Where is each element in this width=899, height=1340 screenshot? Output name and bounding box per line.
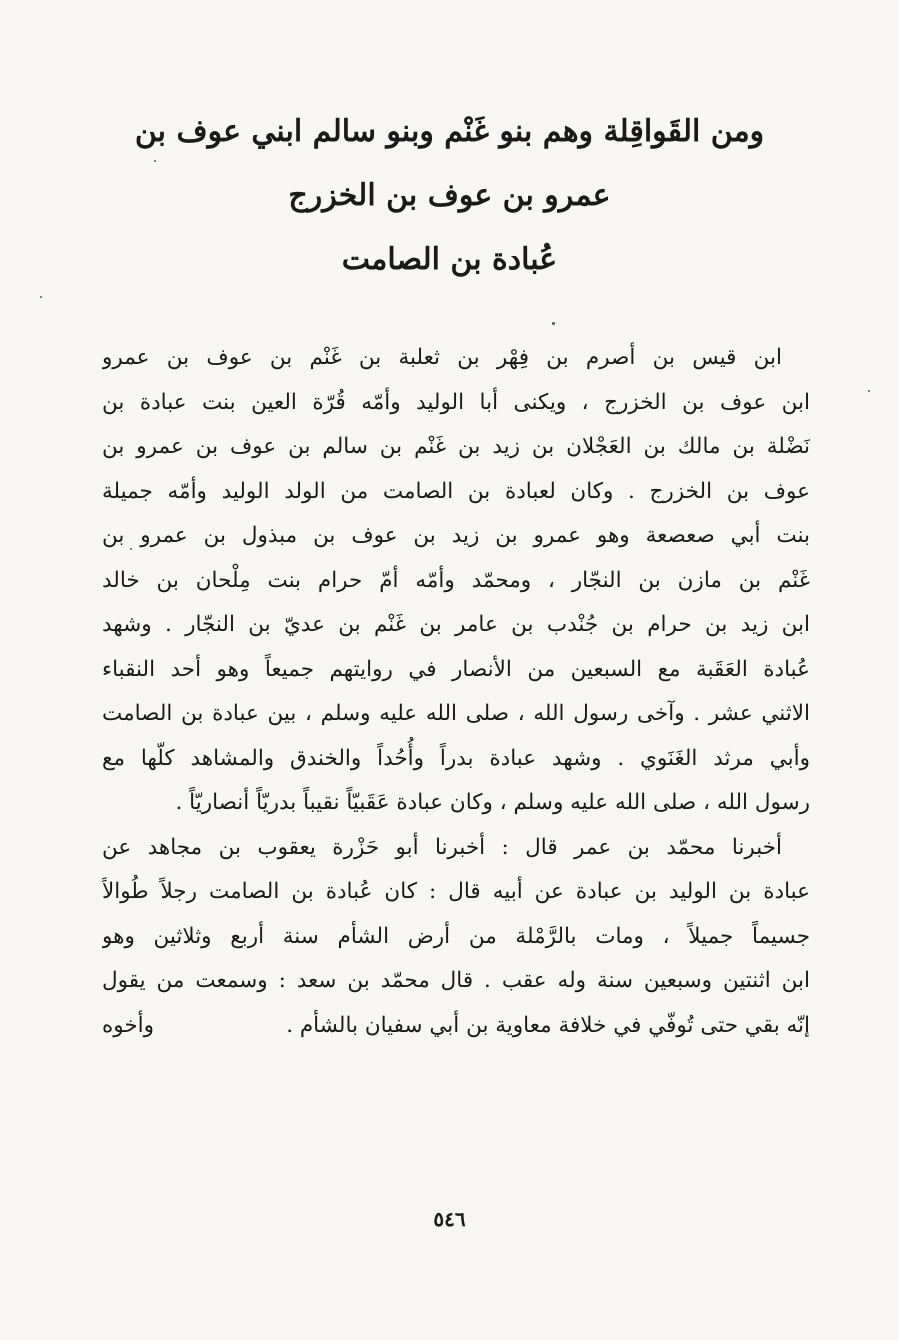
ink-speck [868,390,870,392]
catchword: وأخوه [102,1012,155,1038]
text-line: نَضْلة بن مالك بن العَجْلان بن زيد بن غَنْم بن سالم بن عوف بن عمرو بن [102,434,810,459]
body-text [102,336,810,1048]
text-line: عبادة بن الوليد بن عبادة عن أبيه قال : كان عُبادة بن الصامت رجلاً طُوالاً [102,879,810,904]
text-line: بنت أبي صعصعة وهو عمرو بن زيد بن عوف بن مبذول بن عمرو بن [102,523,810,548]
text-line: غَنْم بن مازن بن النجّار ، ومحمّد وأمّه أمّ حرام بنت مِلْحان بن خالد [102,567,810,593]
ink-speck [130,548,132,550]
section-heading-line-2: عمرو بن عوف بن الخزرج [288,178,611,213]
text-line: جسيماً جميلاً ، ومات بالرَّمْلة من أرض الشأم سنة أربع وثلاثين وهو [102,923,810,949]
ink-speck [552,322,555,325]
text-line: ابن عوف بن الخزرج ، ويكنى أبا الوليد وأمّه قُرّة العين بنت عبادة بن [102,389,810,415]
text-line: ابن اثنتين وسبعين سنة وله عقب . قال محمّد بن سعد : وسمعت من يقول [102,968,810,993]
text-line: وأبي مرثد الغَنَوي . وشهد عبادة بدراً وأُحُداً والخندق والمشاهد كلّها مع [102,745,810,771]
section-heading-line-1: ومن القَواقِلة وهم بنو غَنْم وبنو سالم ابني عوف بن [134,114,765,149]
text-line: عوف بن الخزرج . وكان لعبادة بن الصامت من الولد الوليد وأمّه جميلة [102,478,810,504]
text-line: عُبادة العَقَبة مع السبعين من الأنصار في روايتهم جميعاً وهو أحد النقباء [102,656,810,682]
text-line: رسول الله ، صلى الله عليه وسلم ، وكان عبادة عَقَبيّاً نقيباً بدريّاً أنصاريّاً . [175,790,810,815]
text-line: الاثني عشر . وآخى رسول الله ، صلى الله عليه وسلم ، بين عبادة بن الصامت [102,701,810,726]
text-line: ابن قيس بن أصرم بن فِهْر بن ثعلبة بن غَنْم بن عوف بن عمرو [102,345,782,370]
text-line: ابن زيد بن حرام بن جُنْدب بن عامر بن غَنْم بن عديّ بن النجّار . وشهد [102,612,810,637]
final-text-line: إنّه بقي حتى تُوفّي في خلافة معاوية بن أبي سفيان بالشأم . [286,1012,810,1038]
ink-speck [154,160,156,162]
page-number: ٥٤٦ [433,1207,466,1231]
ink-speck [40,296,42,298]
biography-title: عُبادة بن الصامت [341,242,558,277]
text-line [102,1004,810,1049]
text-line: أخبرنا محمّد بن عمر قال : أخبرنا أبو حَزْرة يعقوب بن مجاهد عن [102,834,782,860]
